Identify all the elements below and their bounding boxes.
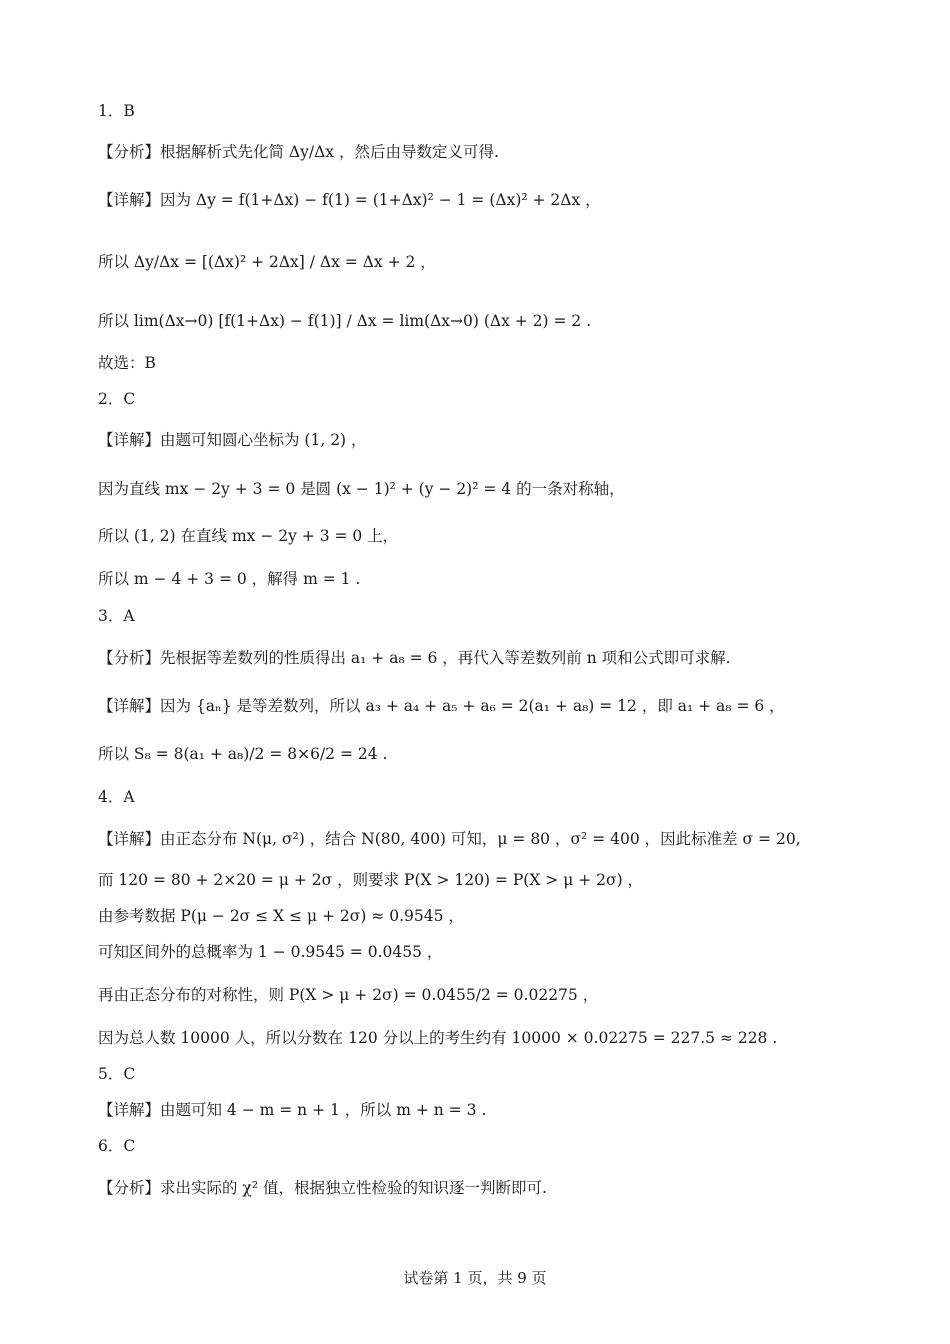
page-footer: 试卷第 1 页，共 9 页 xyxy=(403,1269,547,1287)
answer-2-detail: 所以 (1, 2) 在直线 mx − 2y + 3 = 0 上， xyxy=(98,527,399,545)
answer-4-detail: 可知区间外的总概率为 1 − 0.9545 = 0.0455 ， xyxy=(98,943,443,961)
answer-3-detail: 所以 S₈ = 8(a₁ + a₈)/2 = 8×6/2 = 24 . xyxy=(98,745,388,763)
answer-4-detail: 由参考数据 P(μ − 2σ ≤ X ≤ μ + 2σ) ≈ 0.9545 ， xyxy=(98,907,464,925)
answer-1-choice: 故选：B xyxy=(98,354,156,372)
answer-6-analysis: 【分析】求出实际的 χ² 值，根据独立性检验的知识逐一判断即可. xyxy=(98,1179,547,1197)
answer-3-detail: 【详解】因为 {aₙ} 是等差数列，所以 a₃ + a₄ + a₅ + a₆ = 2(a₁ + a₈) = 12 ，即 a₁ + a₈ = 6 ， xyxy=(98,697,785,715)
answer-4-heading: 4．A xyxy=(98,788,135,806)
answer-4-detail: 再由正态分布的对称性，则 P(X > μ + 2σ) = 0.0455/2 = 0.02275 ， xyxy=(98,986,599,1004)
answer-4-detail: 【详解】由正态分布 N(μ, σ²) ，结合 N(80, 400) 可知，μ = 80 ，σ² = 400 ，因此标准差 σ = 20, xyxy=(98,830,801,848)
answer-1-detail: 所以 lim(Δx→0) [f(1+Δx) − f(1)] / Δx = lim(Δx→0) (Δx + 2) = 2 . xyxy=(98,312,592,330)
answer-6-heading: 6．C xyxy=(98,1137,136,1155)
answer-1-heading: 1．B xyxy=(98,102,135,120)
answer-1-detail: 【详解】因为 Δy = f(1+Δx) − f(1) = (1+Δx)² − 1 = (Δx)² + 2Δx ， xyxy=(98,191,601,209)
answer-4-detail: 而 120 = 80 + 2×20 = μ + 2σ ，则要求 P(X > 120) = P(X > μ + 2σ) ， xyxy=(98,871,644,889)
answer-3-analysis: 【分析】先根据等差数列的性质得出 a₁ + a₈ = 6 ，再代入等差数列前 n 项和公式即可求解. xyxy=(98,649,731,667)
answer-2-heading: 2．C xyxy=(98,390,136,408)
answer-3-heading: 3．A xyxy=(98,607,135,625)
answer-1-detail: 所以 Δy/Δx = [(Δx)² + 2Δx] / Δx = Δx + 2 ， xyxy=(98,253,436,271)
answer-1-analysis: 【分析】根据解析式先化简 Δy/Δx ，然后由导数定义可得. xyxy=(98,143,499,161)
answer-5-detail: 【详解】由题可知 4 − m = n + 1 ，所以 m + n = 3 . xyxy=(98,1101,487,1119)
answer-4-detail: 因为总人数 10000 人，所以分数在 120 分以上的考生约有 10000 × 0.02275 = 227.5 ≈ 228 . xyxy=(98,1029,778,1047)
answer-5-heading: 5．C xyxy=(98,1065,136,1083)
answer-2-detail: 因为直线 mx − 2y + 3 = 0 是圆 (x − 1)² + (y − 2)² = 4 的一条对称轴， xyxy=(98,480,625,498)
answer-2-detail: 【详解】由题可知圆心坐标为 (1, 2) ， xyxy=(98,431,367,449)
answer-2-detail: 所以 m − 4 + 3 = 0 ，解得 m = 1 . xyxy=(98,570,361,588)
